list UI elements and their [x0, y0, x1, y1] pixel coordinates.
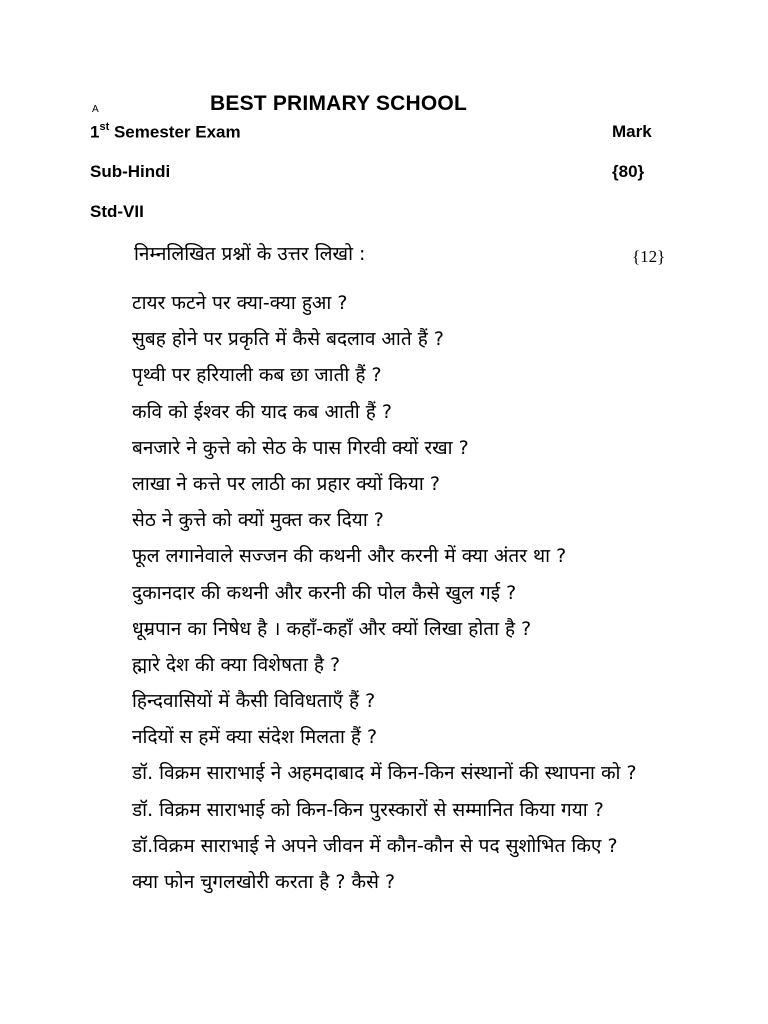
question-item: डॉ. विक्रम साराभाई ने अहमदाबाद में किन-किन संस्थानों की स्थापना को ? — [132, 762, 637, 785]
corner-mark: A — [92, 104, 99, 115]
total-marks: {80} — [612, 162, 645, 181]
question-item: कवि को ईश्वर की याद कब आती हैं ? — [132, 400, 392, 423]
question-item: पृथ्वी पर हरियाली कब छा जाती हैं ? — [132, 364, 382, 387]
section-instruction: निम्नलिखित प्रश्नों के उत्तर लिखो : — [134, 243, 366, 265]
school-title: BEST PRIMARY SCHOOL — [210, 92, 467, 115]
question-item: फूल लगानेवाले सज्जन की कथनी और करनी में क्या अंतर था ? — [132, 545, 567, 568]
exam-ordinal: 1 — [90, 122, 100, 142]
section-marks: {12} — [632, 247, 666, 266]
standard-label: Std-VII — [90, 202, 144, 221]
question-item: बनजारे ने कुत्ते को सेठ के पास गिरवी क्यों रखा ? — [132, 436, 469, 459]
exam-ordinal-suffix: st — [99, 121, 110, 133]
mark-label: Mark — [612, 122, 652, 141]
question-item: डॉ.विक्रम साराभाई ने अपने जीवन में कौन-कौन से पद सुशोभित किए ? — [132, 834, 618, 857]
exam-title — [90, 122, 241, 143]
exam-name: Semester Exam — [109, 122, 241, 142]
question-item: सुबह होने पर प्रकृति में कैसे बदलाव आते हैं ? — [132, 328, 444, 351]
question-list — [132, 285, 752, 900]
question-item: टायर फटने पर क्या-क्या हुआ ? — [132, 292, 348, 314]
question-item: लाखा ने कत्ते पर लाठी का प्रहार क्यों किया ? — [132, 472, 440, 495]
question-item: नदियों स हमें क्या संदेश मिलता हैं ? — [132, 726, 378, 749]
question-item: दुकानदार की कथनी और करनी की पोल कैसे खुल गई ? — [132, 581, 517, 604]
subject-label: Sub-Hindi — [90, 162, 171, 181]
question-item: ह्मारे देश की क्या विशेषता है ? — [132, 653, 341, 676]
question-item: हिन्दवासियों में कैसी विविधताएँ हैं ? — [132, 690, 376, 713]
question-item: धूम्रपान का निषेध है । कहाँ-कहाँ और क्यों लिखा होता है ? — [132, 617, 532, 640]
question-item: डॉ. विक्रम साराभाई को किन-किन पुरस्कारों से सम्मानित किया गया ? — [132, 798, 604, 821]
question-item: सेठ ने कुत्ते को क्यों मुक्त कर दिया ? — [132, 509, 384, 532]
question-item: क्या फोन चुगलखोरी करता है ? कैसे ? — [132, 871, 396, 893]
